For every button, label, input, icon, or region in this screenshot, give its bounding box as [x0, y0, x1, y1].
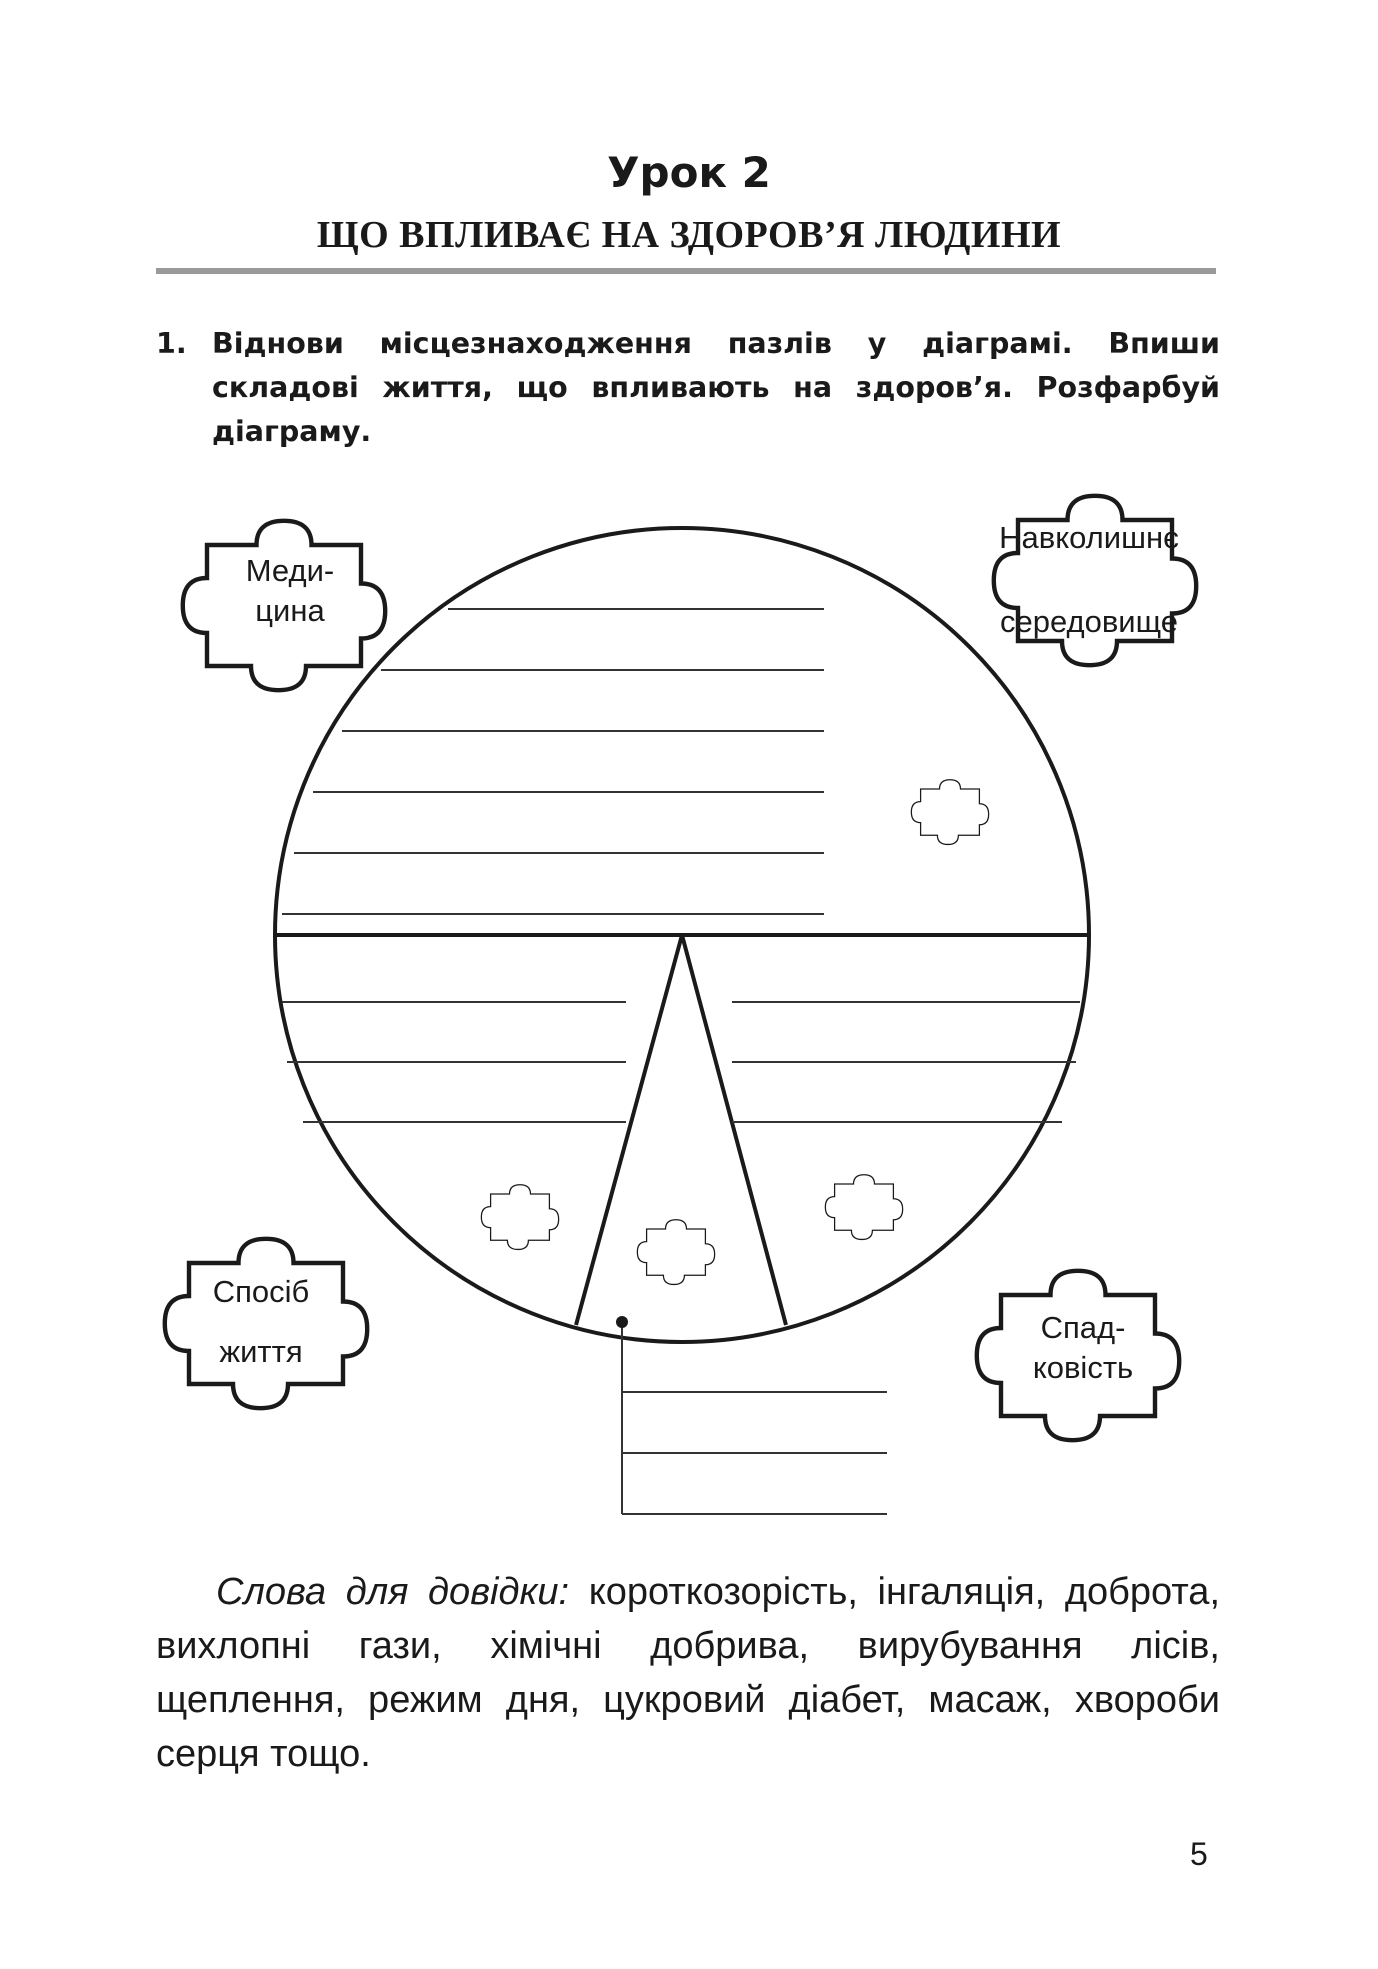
task-number: 1.: [156, 327, 187, 360]
pie-wedge-right-edge: [682, 935, 786, 1325]
topic-title: ЩО ВПЛИВАЄ НА ЗДОРОВ’Я ЛЮДИНИ: [316, 214, 1062, 256]
page-number: 5: [1190, 1836, 1208, 1872]
environment-label-line1: Навколишнє: [999, 520, 1179, 555]
empty-puzzle-slot: [637, 1220, 714, 1285]
medicine-label-line1: Меди-: [245, 553, 335, 588]
lifestyle-label-line1: Спосіб: [212, 1274, 310, 1309]
environment-label-line2: середовище: [999, 604, 1179, 639]
callout-dot: [616, 1316, 628, 1328]
lifestyle-label-line2: життя: [219, 1334, 303, 1369]
reference-words: [156, 1565, 1220, 1781]
empty-puzzle-slot: [911, 780, 988, 845]
heredity-label-line1: Спад-: [1040, 1310, 1126, 1345]
heredity-label-line2: ковість: [1032, 1350, 1134, 1385]
reference-word-list: короткозорість, інгаляція, доброта, вихлопні гази, хімічні добрива, вирубування лісів, щеплення, режим дня, цукровий діабет, масаж, хвороби серця тощо.: [156, 1571, 1220, 1775]
lifestyle-puzzle-piece: [165, 1239, 367, 1408]
medicine-label-line2: цина: [255, 593, 325, 628]
reference-label: Слова для довідки:: [216, 1571, 570, 1613]
task-instruction: Віднови місцезнаходження пазлів у діаграмі. Впиши складові життя, що впливають на здоров’я. Розфарбуй діаграму.: [212, 327, 1220, 448]
empty-puzzle-slot: [825, 1175, 902, 1240]
pie-wedge-left-edge: [576, 935, 682, 1325]
empty-puzzle-slot: [481, 1185, 558, 1250]
lesson-title: Урок 2: [607, 148, 771, 197]
